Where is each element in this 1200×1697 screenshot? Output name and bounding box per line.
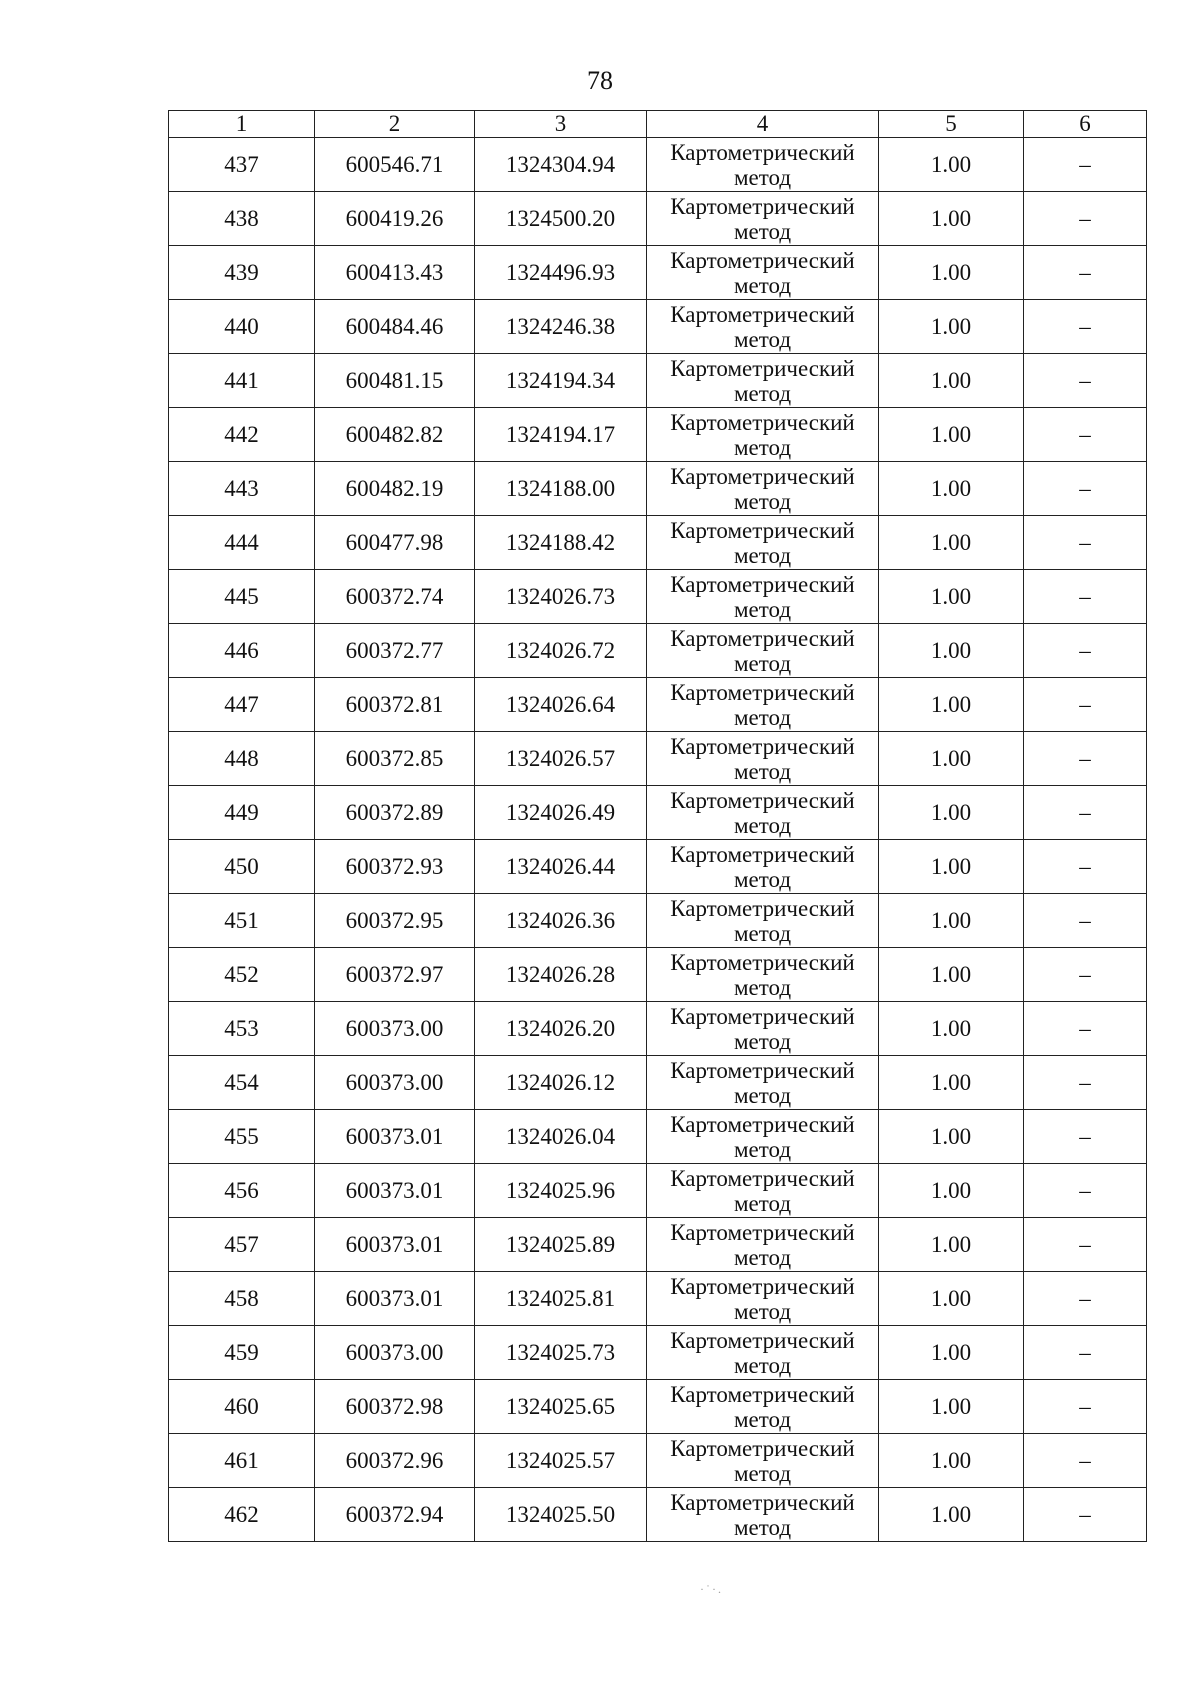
- method-cell: [647, 678, 879, 732]
- method-name: Картометрический: [670, 787, 855, 813]
- method-cell: [647, 138, 879, 192]
- method-name: Картометрический: [670, 1111, 855, 1137]
- coordinate-x: 600372.89: [315, 786, 475, 840]
- method-cell: [647, 300, 879, 354]
- point-number: 440: [169, 300, 315, 354]
- coordinate-y: 1324026.12: [475, 1056, 647, 1110]
- coordinate-x: 600372.95: [315, 894, 475, 948]
- method-cell: [647, 1218, 879, 1272]
- coordinate-y: 1324026.28: [475, 948, 647, 1002]
- coordinate-y: 1324246.38: [475, 300, 647, 354]
- method-cell: [647, 786, 879, 840]
- point-number: 462: [169, 1488, 315, 1542]
- coordinate-y: 1324025.96: [475, 1164, 647, 1218]
- table-row: [169, 1218, 1147, 1272]
- coordinate-x: 600373.01: [315, 1164, 475, 1218]
- coordinates-table: [168, 110, 1147, 1542]
- point-number: 445: [169, 570, 315, 624]
- method-cell: [647, 1380, 879, 1434]
- coordinate-y: 1324026.36: [475, 894, 647, 948]
- table-row: [169, 1056, 1147, 1110]
- table-row: [169, 894, 1147, 948]
- coordinate-y: 1324026.73: [475, 570, 647, 624]
- method-name: Картометрический: [670, 571, 855, 597]
- description-value: –: [1024, 300, 1147, 354]
- method-cell: [647, 894, 879, 948]
- method-cell: [647, 516, 879, 570]
- coordinate-y: 1324025.73: [475, 1326, 647, 1380]
- method-word: метод: [733, 866, 792, 892]
- point-number: 458: [169, 1272, 315, 1326]
- coordinate-x: 600373.00: [315, 1326, 475, 1380]
- method-word: метод: [733, 1244, 792, 1270]
- accuracy-value: 1.00: [879, 516, 1024, 570]
- description-value: –: [1024, 840, 1147, 894]
- coordinate-x: 600372.96: [315, 1434, 475, 1488]
- coordinate-y: 1324500.20: [475, 192, 647, 246]
- page-number: 78: [587, 66, 613, 95]
- table-row: [169, 1488, 1147, 1542]
- coordinate-y: 1324025.57: [475, 1434, 647, 1488]
- description-value: –: [1024, 678, 1147, 732]
- method-name: Картометрический: [670, 895, 855, 921]
- method-cell: [647, 246, 879, 300]
- description-value: –: [1024, 894, 1147, 948]
- method-name: Картометрический: [670, 517, 855, 543]
- method-word: метод: [733, 704, 792, 730]
- method-word: метод: [733, 164, 792, 190]
- table-row: [169, 354, 1147, 408]
- coordinate-y: 1324026.49: [475, 786, 647, 840]
- table-row: [169, 1110, 1147, 1164]
- description-value: –: [1024, 1488, 1147, 1542]
- coordinate-x: 600373.00: [315, 1002, 475, 1056]
- coordinate-y: 1324304.94: [475, 138, 647, 192]
- description-value: –: [1024, 1434, 1147, 1488]
- method-word: метод: [733, 1082, 792, 1108]
- method-word: метод: [733, 1352, 792, 1378]
- coordinate-y: 1324194.34: [475, 354, 647, 408]
- column-header-3: 3: [475, 111, 647, 138]
- coordinate-y: 1324026.20: [475, 1002, 647, 1056]
- coordinate-x: 600413.43: [315, 246, 475, 300]
- coordinate-x: 600373.00: [315, 1056, 475, 1110]
- coordinate-x: 600372.93: [315, 840, 475, 894]
- accuracy-value: 1.00: [879, 300, 1024, 354]
- coordinate-x: 600372.94: [315, 1488, 475, 1542]
- table-row: [169, 192, 1147, 246]
- method-word: метод: [733, 974, 792, 1000]
- method-name: Картометрический: [670, 247, 855, 273]
- table-row: [169, 1002, 1147, 1056]
- coordinate-y: 1324194.17: [475, 408, 647, 462]
- accuracy-value: 1.00: [879, 948, 1024, 1002]
- description-value: –: [1024, 1056, 1147, 1110]
- accuracy-value: 1.00: [879, 786, 1024, 840]
- description-value: –: [1024, 1164, 1147, 1218]
- coordinate-y: 1324026.64: [475, 678, 647, 732]
- point-number: 450: [169, 840, 315, 894]
- table-row: [169, 1326, 1147, 1380]
- method-cell: [647, 462, 879, 516]
- accuracy-value: 1.00: [879, 1434, 1024, 1488]
- description-value: –: [1024, 246, 1147, 300]
- method-name: Картометрический: [670, 301, 855, 327]
- table-row: [169, 624, 1147, 678]
- method-cell: [647, 948, 879, 1002]
- method-name: Картометрический: [670, 463, 855, 489]
- table-body: [169, 138, 1147, 1542]
- accuracy-value: 1.00: [879, 570, 1024, 624]
- method-name: Картометрический: [670, 841, 855, 867]
- method-cell: [647, 1164, 879, 1218]
- method-word: метод: [733, 488, 792, 514]
- accuracy-value: 1.00: [879, 732, 1024, 786]
- method-name: Картометрический: [670, 679, 855, 705]
- description-value: –: [1024, 570, 1147, 624]
- table-row: [169, 1164, 1147, 1218]
- method-cell: [647, 1326, 879, 1380]
- coordinate-y: 1324025.89: [475, 1218, 647, 1272]
- accuracy-value: 1.00: [879, 1164, 1024, 1218]
- table-row: [169, 948, 1147, 1002]
- accuracy-value: 1.00: [879, 462, 1024, 516]
- accuracy-value: 1.00: [879, 1110, 1024, 1164]
- point-number: 451: [169, 894, 315, 948]
- accuracy-value: 1.00: [879, 246, 1024, 300]
- method-name: Картометрический: [670, 1003, 855, 1029]
- table-row: [169, 300, 1147, 354]
- method-word: метод: [733, 1460, 792, 1486]
- table-header: [169, 111, 1147, 138]
- method-cell: [647, 354, 879, 408]
- method-name: Картометрический: [670, 625, 855, 651]
- method-word: метод: [733, 434, 792, 460]
- accuracy-value: 1.00: [879, 192, 1024, 246]
- accuracy-value: 1.00: [879, 840, 1024, 894]
- coordinate-x: 600373.01: [315, 1272, 475, 1326]
- coordinate-x: 600477.98: [315, 516, 475, 570]
- table-row: [169, 678, 1147, 732]
- accuracy-value: 1.00: [879, 1056, 1024, 1110]
- description-value: –: [1024, 624, 1147, 678]
- point-number: 447: [169, 678, 315, 732]
- description-value: –: [1024, 948, 1147, 1002]
- method-name: Картометрический: [670, 1381, 855, 1407]
- method-name: Картометрический: [670, 193, 855, 219]
- method-name: Картометрический: [670, 1435, 855, 1461]
- coordinate-y: 1324188.42: [475, 516, 647, 570]
- table-row: [169, 516, 1147, 570]
- coordinate-y: 1324026.72: [475, 624, 647, 678]
- accuracy-value: 1.00: [879, 1272, 1024, 1326]
- point-number: 439: [169, 246, 315, 300]
- description-value: –: [1024, 1110, 1147, 1164]
- point-number: 454: [169, 1056, 315, 1110]
- description-value: –: [1024, 1380, 1147, 1434]
- method-name: Картометрический: [670, 733, 855, 759]
- description-value: –: [1024, 192, 1147, 246]
- method-word: метод: [733, 758, 792, 784]
- description-value: –: [1024, 516, 1147, 570]
- description-value: –: [1024, 354, 1147, 408]
- method-cell: [647, 840, 879, 894]
- coordinate-x: 600372.97: [315, 948, 475, 1002]
- method-word: метод: [733, 1136, 792, 1162]
- point-number: 437: [169, 138, 315, 192]
- method-word: метод: [733, 1028, 792, 1054]
- point-number: 442: [169, 408, 315, 462]
- coordinate-y: 1324025.65: [475, 1380, 647, 1434]
- accuracy-value: 1.00: [879, 354, 1024, 408]
- method-word: метод: [733, 812, 792, 838]
- coordinate-x: 600546.71: [315, 138, 475, 192]
- table-row: [169, 840, 1147, 894]
- method-name: Картометрический: [670, 949, 855, 975]
- coordinate-y: 1324026.04: [475, 1110, 647, 1164]
- coordinate-y: 1324025.81: [475, 1272, 647, 1326]
- accuracy-value: 1.00: [879, 1488, 1024, 1542]
- description-value: –: [1024, 138, 1147, 192]
- table-row: [169, 786, 1147, 840]
- table-row: [169, 732, 1147, 786]
- point-number: 457: [169, 1218, 315, 1272]
- accuracy-value: 1.00: [879, 1326, 1024, 1380]
- coordinate-x: 600484.46: [315, 300, 475, 354]
- table-row: [169, 462, 1147, 516]
- coordinate-x: 600372.85: [315, 732, 475, 786]
- coordinate-x: 600373.01: [315, 1110, 475, 1164]
- column-header-4: 4: [647, 111, 879, 138]
- coordinate-x: 600372.77: [315, 624, 475, 678]
- coordinate-y: 1324026.57: [475, 732, 647, 786]
- description-value: –: [1024, 1326, 1147, 1380]
- method-cell: [647, 192, 879, 246]
- coordinate-y: 1324188.00: [475, 462, 647, 516]
- coordinate-x: 600482.82: [315, 408, 475, 462]
- point-number: 444: [169, 516, 315, 570]
- description-value: –: [1024, 462, 1147, 516]
- method-name: Картометрический: [670, 1219, 855, 1245]
- description-value: –: [1024, 1002, 1147, 1056]
- table-row: [169, 570, 1147, 624]
- table-row: [169, 1272, 1147, 1326]
- point-number: 441: [169, 354, 315, 408]
- column-header-2: 2: [315, 111, 475, 138]
- column-header-6: 6: [1024, 111, 1147, 138]
- point-number: 446: [169, 624, 315, 678]
- description-value: –: [1024, 408, 1147, 462]
- table-row: [169, 1380, 1147, 1434]
- accuracy-value: 1.00: [879, 1218, 1024, 1272]
- table-row: [169, 138, 1147, 192]
- method-word: метод: [733, 1406, 792, 1432]
- method-cell: [647, 1056, 879, 1110]
- table-row: [169, 246, 1147, 300]
- method-word: метод: [733, 1298, 792, 1324]
- coordinate-y: 1324496.93: [475, 246, 647, 300]
- point-number: 453: [169, 1002, 315, 1056]
- coordinate-x: 600419.26: [315, 192, 475, 246]
- coordinate-x: 600372.98: [315, 1380, 475, 1434]
- method-word: метод: [733, 326, 792, 352]
- method-cell: [647, 1002, 879, 1056]
- coordinate-x: 600373.01: [315, 1218, 475, 1272]
- method-word: метод: [733, 272, 792, 298]
- method-cell: [647, 570, 879, 624]
- method-cell: [647, 1434, 879, 1488]
- point-number: 449: [169, 786, 315, 840]
- coordinate-x: 600372.74: [315, 570, 475, 624]
- method-name: Картометрический: [670, 409, 855, 435]
- method-word: метод: [733, 1190, 792, 1216]
- point-number: 455: [169, 1110, 315, 1164]
- point-number: 459: [169, 1326, 315, 1380]
- method-cell: [647, 624, 879, 678]
- column-header-5: 5: [879, 111, 1024, 138]
- method-word: метод: [733, 218, 792, 244]
- coordinate-y: 1324026.44: [475, 840, 647, 894]
- method-cell: [647, 408, 879, 462]
- accuracy-value: 1.00: [879, 894, 1024, 948]
- accuracy-value: 1.00: [879, 624, 1024, 678]
- accuracy-value: 1.00: [879, 1002, 1024, 1056]
- point-number: 460: [169, 1380, 315, 1434]
- method-name: Картометрический: [670, 1327, 855, 1353]
- accuracy-value: 1.00: [879, 138, 1024, 192]
- method-name: Картометрический: [670, 1057, 855, 1083]
- method-cell: [647, 1272, 879, 1326]
- method-word: метод: [733, 920, 792, 946]
- point-number: 443: [169, 462, 315, 516]
- scan-artifact: ·˙·.: [700, 1582, 723, 1596]
- point-number: 456: [169, 1164, 315, 1218]
- method-name: Картометрический: [670, 139, 855, 165]
- point-number: 461: [169, 1434, 315, 1488]
- method-word: метод: [733, 542, 792, 568]
- description-value: –: [1024, 732, 1147, 786]
- description-value: –: [1024, 1272, 1147, 1326]
- method-name: Картометрический: [670, 1165, 855, 1191]
- accuracy-value: 1.00: [879, 678, 1024, 732]
- method-word: метод: [733, 1514, 792, 1540]
- point-number: 452: [169, 948, 315, 1002]
- method-word: метод: [733, 596, 792, 622]
- description-value: –: [1024, 786, 1147, 840]
- method-word: метод: [733, 380, 792, 406]
- method-name: Картометрический: [670, 1489, 855, 1515]
- coordinate-x: 600372.81: [315, 678, 475, 732]
- column-header-1: 1: [169, 111, 315, 138]
- coordinate-y: 1324025.50: [475, 1488, 647, 1542]
- header-row: [169, 111, 1147, 138]
- method-cell: [647, 1110, 879, 1164]
- method-name: Картометрический: [670, 1273, 855, 1299]
- method-cell: [647, 732, 879, 786]
- accuracy-value: 1.00: [879, 1380, 1024, 1434]
- point-number: 448: [169, 732, 315, 786]
- description-value: –: [1024, 1218, 1147, 1272]
- point-number: 438: [169, 192, 315, 246]
- accuracy-value: 1.00: [879, 408, 1024, 462]
- table-row: [169, 1434, 1147, 1488]
- coordinate-x: 600482.19: [315, 462, 475, 516]
- coordinate-x: 600481.15: [315, 354, 475, 408]
- method-name: Картометрический: [670, 355, 855, 381]
- method-cell: [647, 1488, 879, 1542]
- table-row: [169, 408, 1147, 462]
- method-word: метод: [733, 650, 792, 676]
